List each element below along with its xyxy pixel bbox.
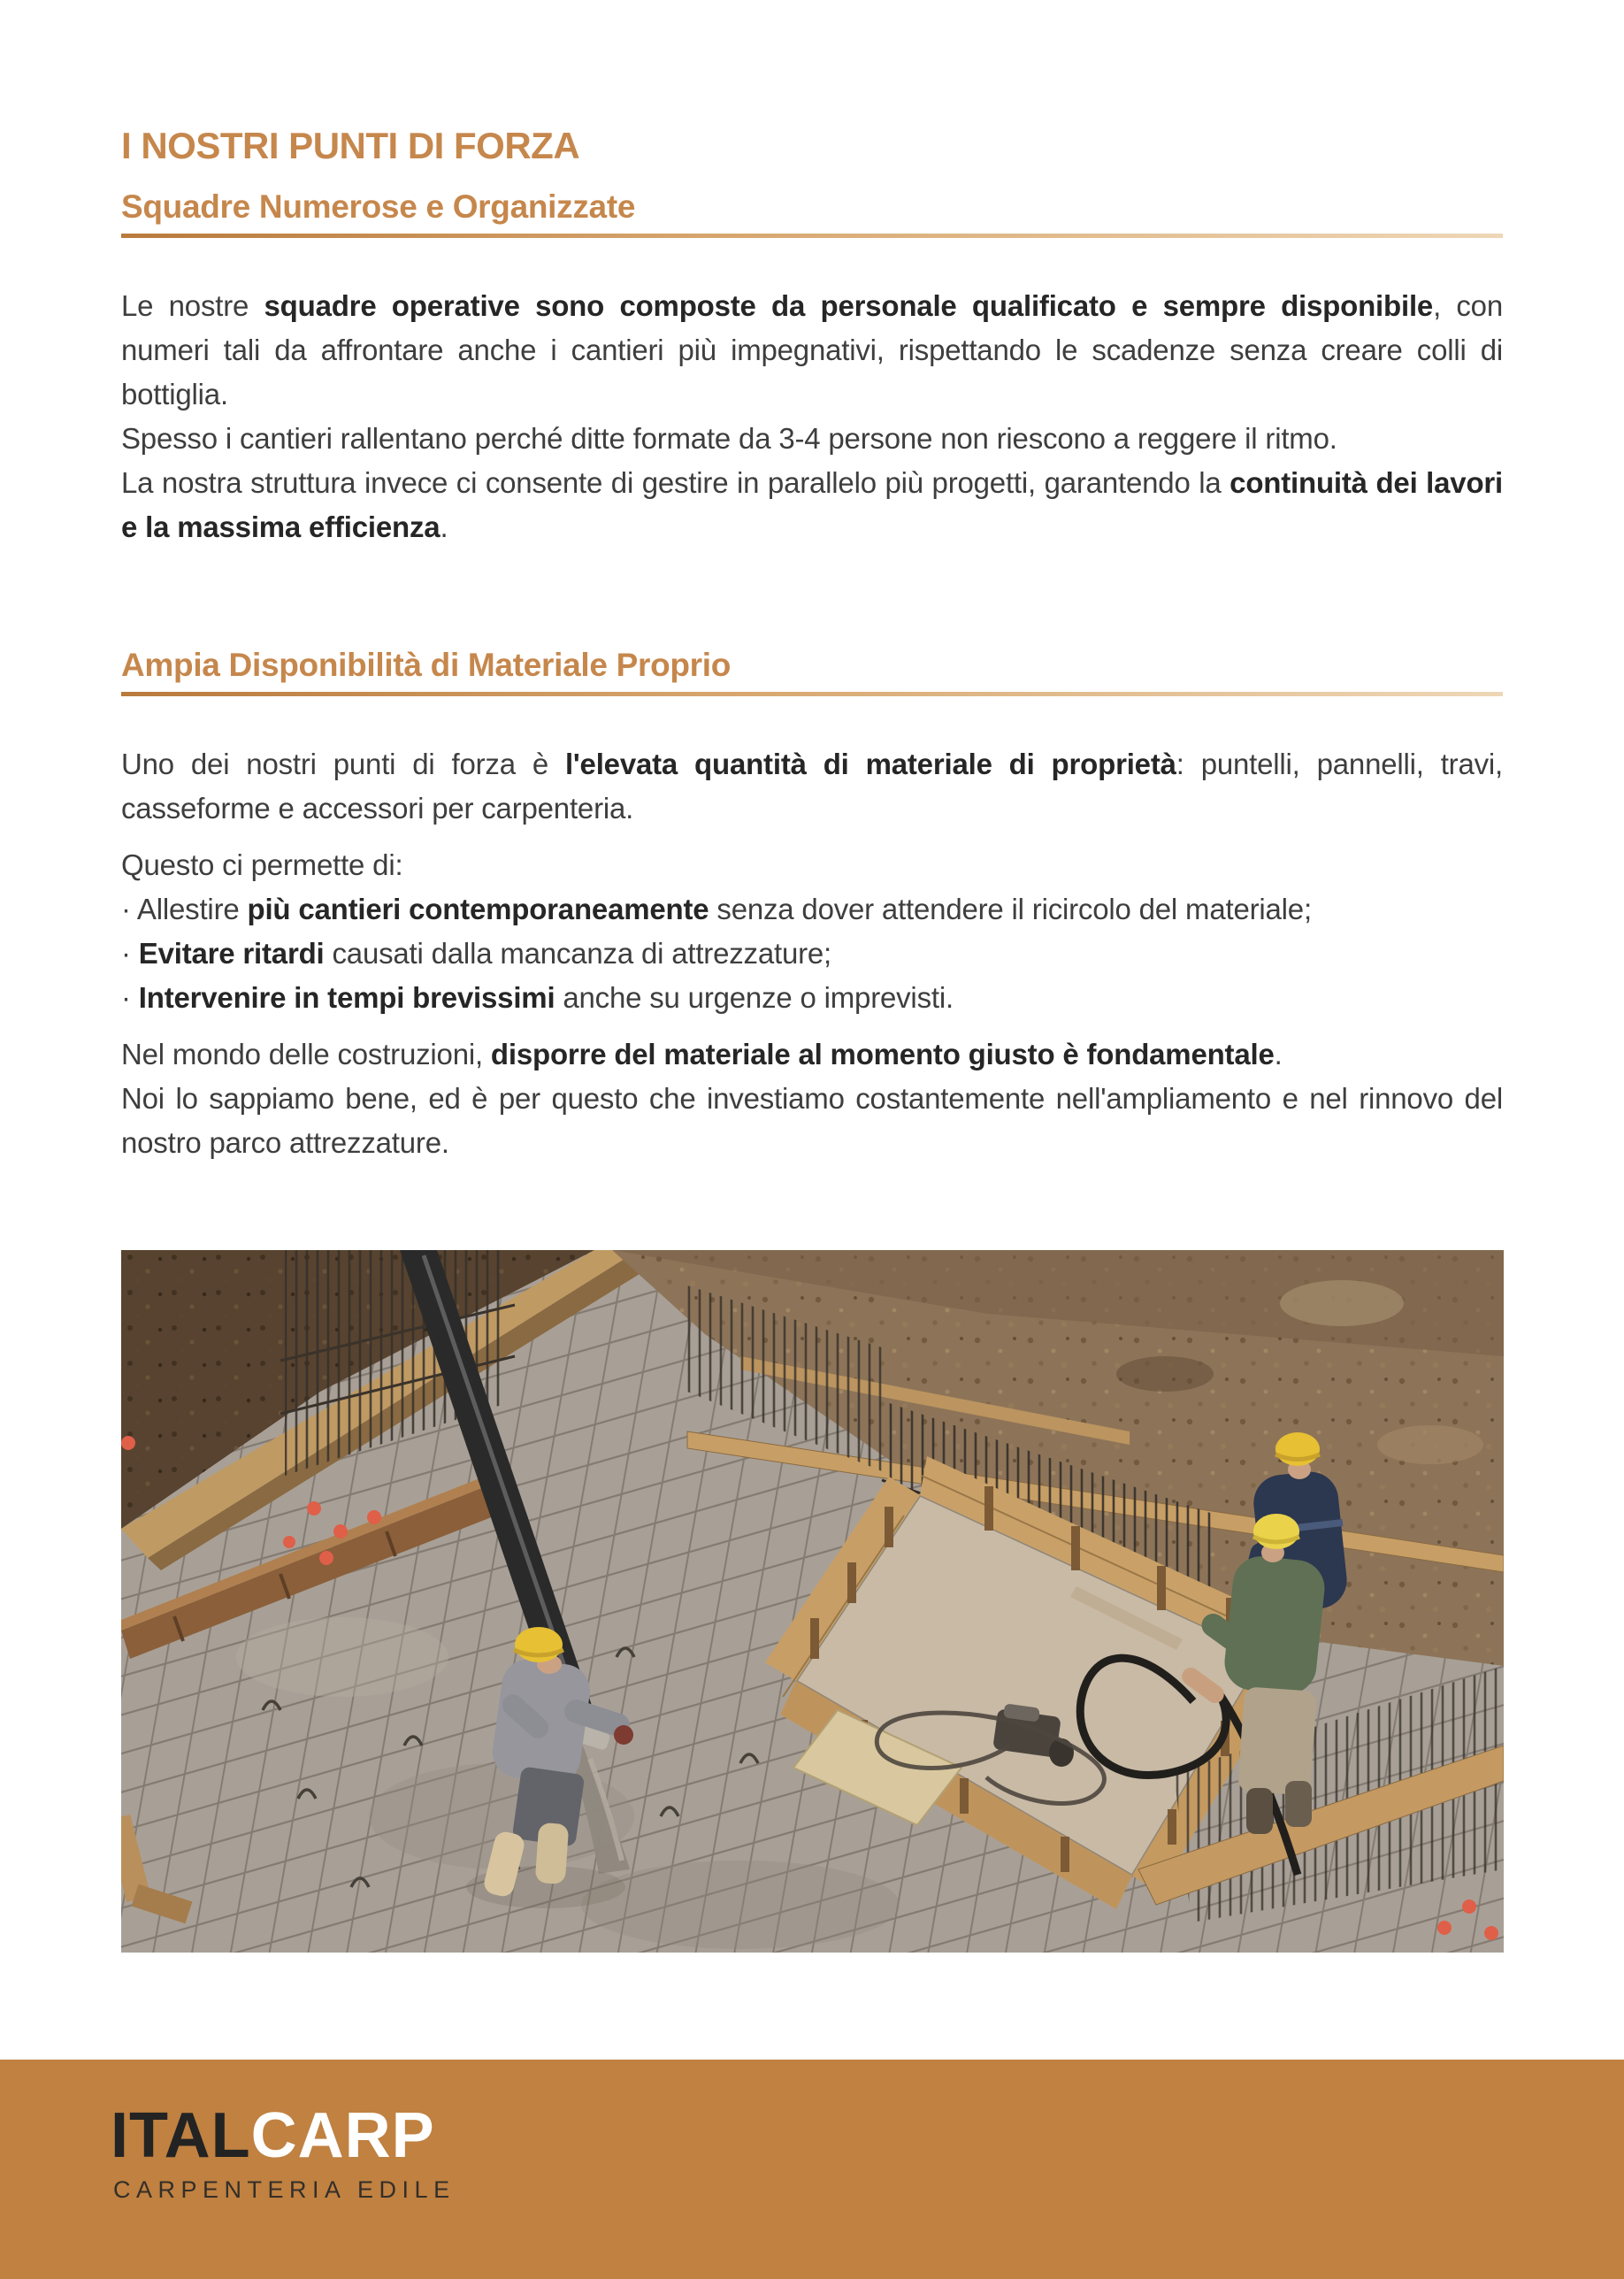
section-1-paragraph: Le nostre squadre operative sono composte da personale qualificato e sempre disponibile, con numeri tali da affrontare anche i cantieri più impegnativi, rispettando le scadenze senza creare colli di bottiglia. Spesso i cantieri rallentano perché ditte formate da 3-4 persone non riescono a reggere il ritmo. La nostra struttura invece ci consente di gestire in parallelo più progetti, garantendo la continuità dei lavori e la massima efficienza. [121,288,1504,543]
footer-band [0,2060,1624,2279]
construction-site-photo [121,1250,1504,1953]
section-2-paragraph-intro: Uno dei nostri punti di forza è l'elevata quantità di materiale di proprietà: puntelli, pannelli, travi, casseforme e accessori per carpenteria. [121,747,1504,825]
section-2-paragraph-bullets: Questo ci permette di: · Allestire più cantieri contemporaneamente senza dover attendere il ricircolo del materiale; · Evitare ritardi causati dalla mancanza di attrezzature; · Intervenire in tempi brevissimi anche su urgenze o imprevisti. [121,848,1312,1014]
company-logo [111,2100,435,2171]
section-2-underline [121,692,1503,696]
section-2-subheading: Ampia Disponibilità di Materiale Proprio [121,646,732,683]
section-1-subheading: Squadre Numerose e Organizzate [121,188,636,226]
logo-text-carp: CARP [250,2100,435,2171]
page-title: I NOSTRI PUNTI DI FORZA [121,125,580,166]
construction-site-illustration [121,1250,1504,1953]
logo-text-ital: ITAL [111,2100,251,2171]
logo-tagline: CARPENTERIA EDILE [113,2176,456,2203]
section-2-paragraph-closing: Nel mondo delle costruzioni, disporre del materiale al momento giusto è fondamentale. Noi lo sappiamo bene, ed è per questo che investiamo costantemente nell'ampliamento e nel rinnovo del nostro parco attrezzature. [121,1037,1503,1159]
section-1-underline [121,234,1503,238]
